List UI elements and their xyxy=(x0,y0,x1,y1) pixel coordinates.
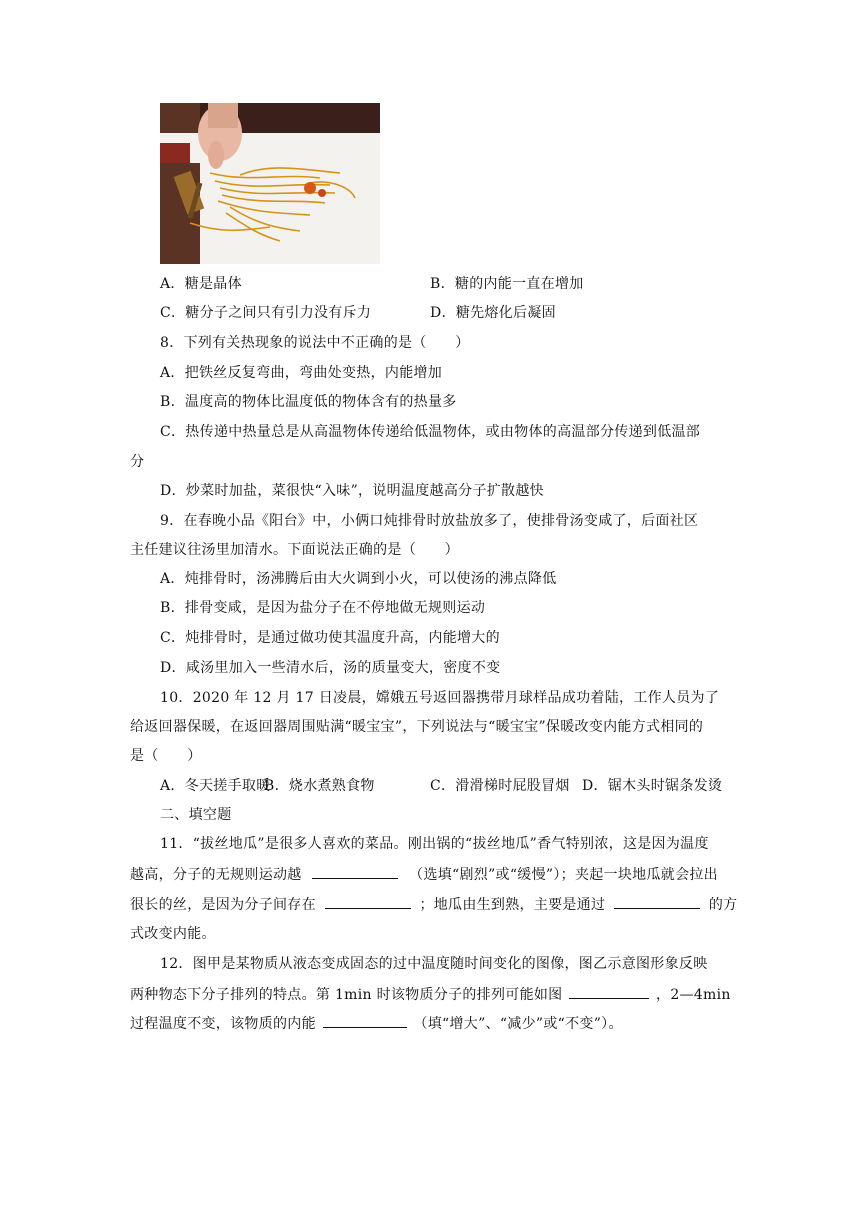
q11-line3 xyxy=(130,894,737,915)
q11-line2-text-b: （选填“剧烈”或“缓慢”）；夹起一块地瓜就会拉出 xyxy=(409,867,718,883)
q12-line2-text-b: ，2—4min xyxy=(656,987,731,1003)
q9-option-a: A．炖排骨时，汤沸腾后由大火调到小火，可以使汤的沸点降低 xyxy=(160,571,557,587)
q11-blank-2[interactable] xyxy=(325,894,411,909)
q12-line2-text: 两种物态下分子排列的特点。第 1min 时该物质分子的排列可能如图 xyxy=(130,987,563,1003)
q11-line4: 式改变内能。 xyxy=(130,926,216,942)
q11-blank-3[interactable] xyxy=(614,894,700,909)
q11-line3-text-a: 很长的丝，是因为分子间存在 xyxy=(130,897,316,913)
q8-option-a: A．把铁丝反复弯曲，弯曲处变热，内能增加 xyxy=(160,365,443,381)
q12-line2 xyxy=(130,984,731,1005)
sugar-painting-image xyxy=(160,103,380,264)
sugar-painting-photo xyxy=(160,103,380,264)
q12-line3-text-a: 过程温度不变，该物质的内能 xyxy=(130,1016,316,1032)
q12-blank-2[interactable] xyxy=(323,1013,407,1028)
q11-line1: 11．“拔丝地瓜”是很多人喜欢的菜品。刚出锅的“拔丝地瓜”香气特别浓，这是因为温度 xyxy=(160,836,709,852)
q10-stem-line3: 是（ ） xyxy=(130,748,202,764)
q9-option-b: B．排骨变咸，是因为盐分子在不停地做无规则运动 xyxy=(160,600,486,616)
q7-option-b: B．糖的内能一直在增加 xyxy=(430,276,584,292)
q10-option-d: D．锯木头时锯条发烫 xyxy=(582,778,723,794)
q12-blank-1[interactable] xyxy=(569,984,649,999)
q8-option-c-line1: C．热传递中热量总是从高温物体传递给低温物体，或由物体的高温部分传递到低温部 xyxy=(160,424,701,440)
q10-option-c: C．滑滑梯时屁股冒烟 xyxy=(430,778,570,794)
q8-option-d: D．炒菜时加盐，菜很快“入味”，说明温度越高分子扩散越快 xyxy=(160,483,544,499)
q10-stem-line1: 10．2020 年 12 月 17 日凌晨，嫦娥五号返回器携带月球样品成功着陆，工作人员为了 xyxy=(160,690,720,706)
q8-stem: 8．下列有关热现象的说法中不正确的是（ ） xyxy=(160,335,470,351)
q8-option-b: B．温度高的物体比温度低的物体含有的热量多 xyxy=(160,394,457,410)
q12-line3-text-b: （填“增大”、“减少”或“不变”）。 xyxy=(413,1016,623,1032)
q12-line3 xyxy=(130,1013,623,1034)
q9-option-c: C．炖排骨时，是通过做功使其温度升高，内能增大的 xyxy=(160,630,500,646)
q9-stem-line1: 9．在春晚小品《阳台》中，小俩口炖排骨时放盐放多了，使排骨汤变咸了，后面社区 xyxy=(160,513,699,529)
q11-line3-text-c: 的方 xyxy=(708,897,738,913)
q7-option-c: C．糖分子之间只有引力没有斥力 xyxy=(160,305,372,321)
q11-line2 xyxy=(130,864,718,885)
q10-stem-line2: 给返回器保暖，在返回器周围贴满“暖宝宝”，下列说法与“暖宝宝”保暖改变内能方式相同的 xyxy=(130,719,704,735)
q12-line1: 12．图甲是某物质从液态变成固态的过中温度随时间变化的图像，图乙示意图形象反映 xyxy=(160,956,708,972)
q11-line3-text-b: ；地瓜由生到熟，主要是通过 xyxy=(419,897,606,913)
q10-option-a: A．冬天搓手取暖 xyxy=(160,778,271,794)
q7-option-d: D．糖先熔化后凝固 xyxy=(430,305,556,321)
q11-blank-1[interactable] xyxy=(312,864,398,879)
q10-option-b: B．烧水煮熟食物 xyxy=(264,778,375,794)
section-fill-in-heading: 二、填空题 xyxy=(160,807,232,823)
q7-option-a: A．糖是晶体 xyxy=(160,276,242,292)
q11-line2-text-a: 越高，分子的无规则运动越 xyxy=(130,867,302,883)
q8-option-c-line2: 分 xyxy=(130,454,145,470)
q9-option-d: D．咸汤里加入一些清水后，汤的质量变大，密度不变 xyxy=(160,660,501,676)
q9-stem-line2: 主任建议往汤里加清水。下面说法正确的是（ ） xyxy=(130,542,459,558)
